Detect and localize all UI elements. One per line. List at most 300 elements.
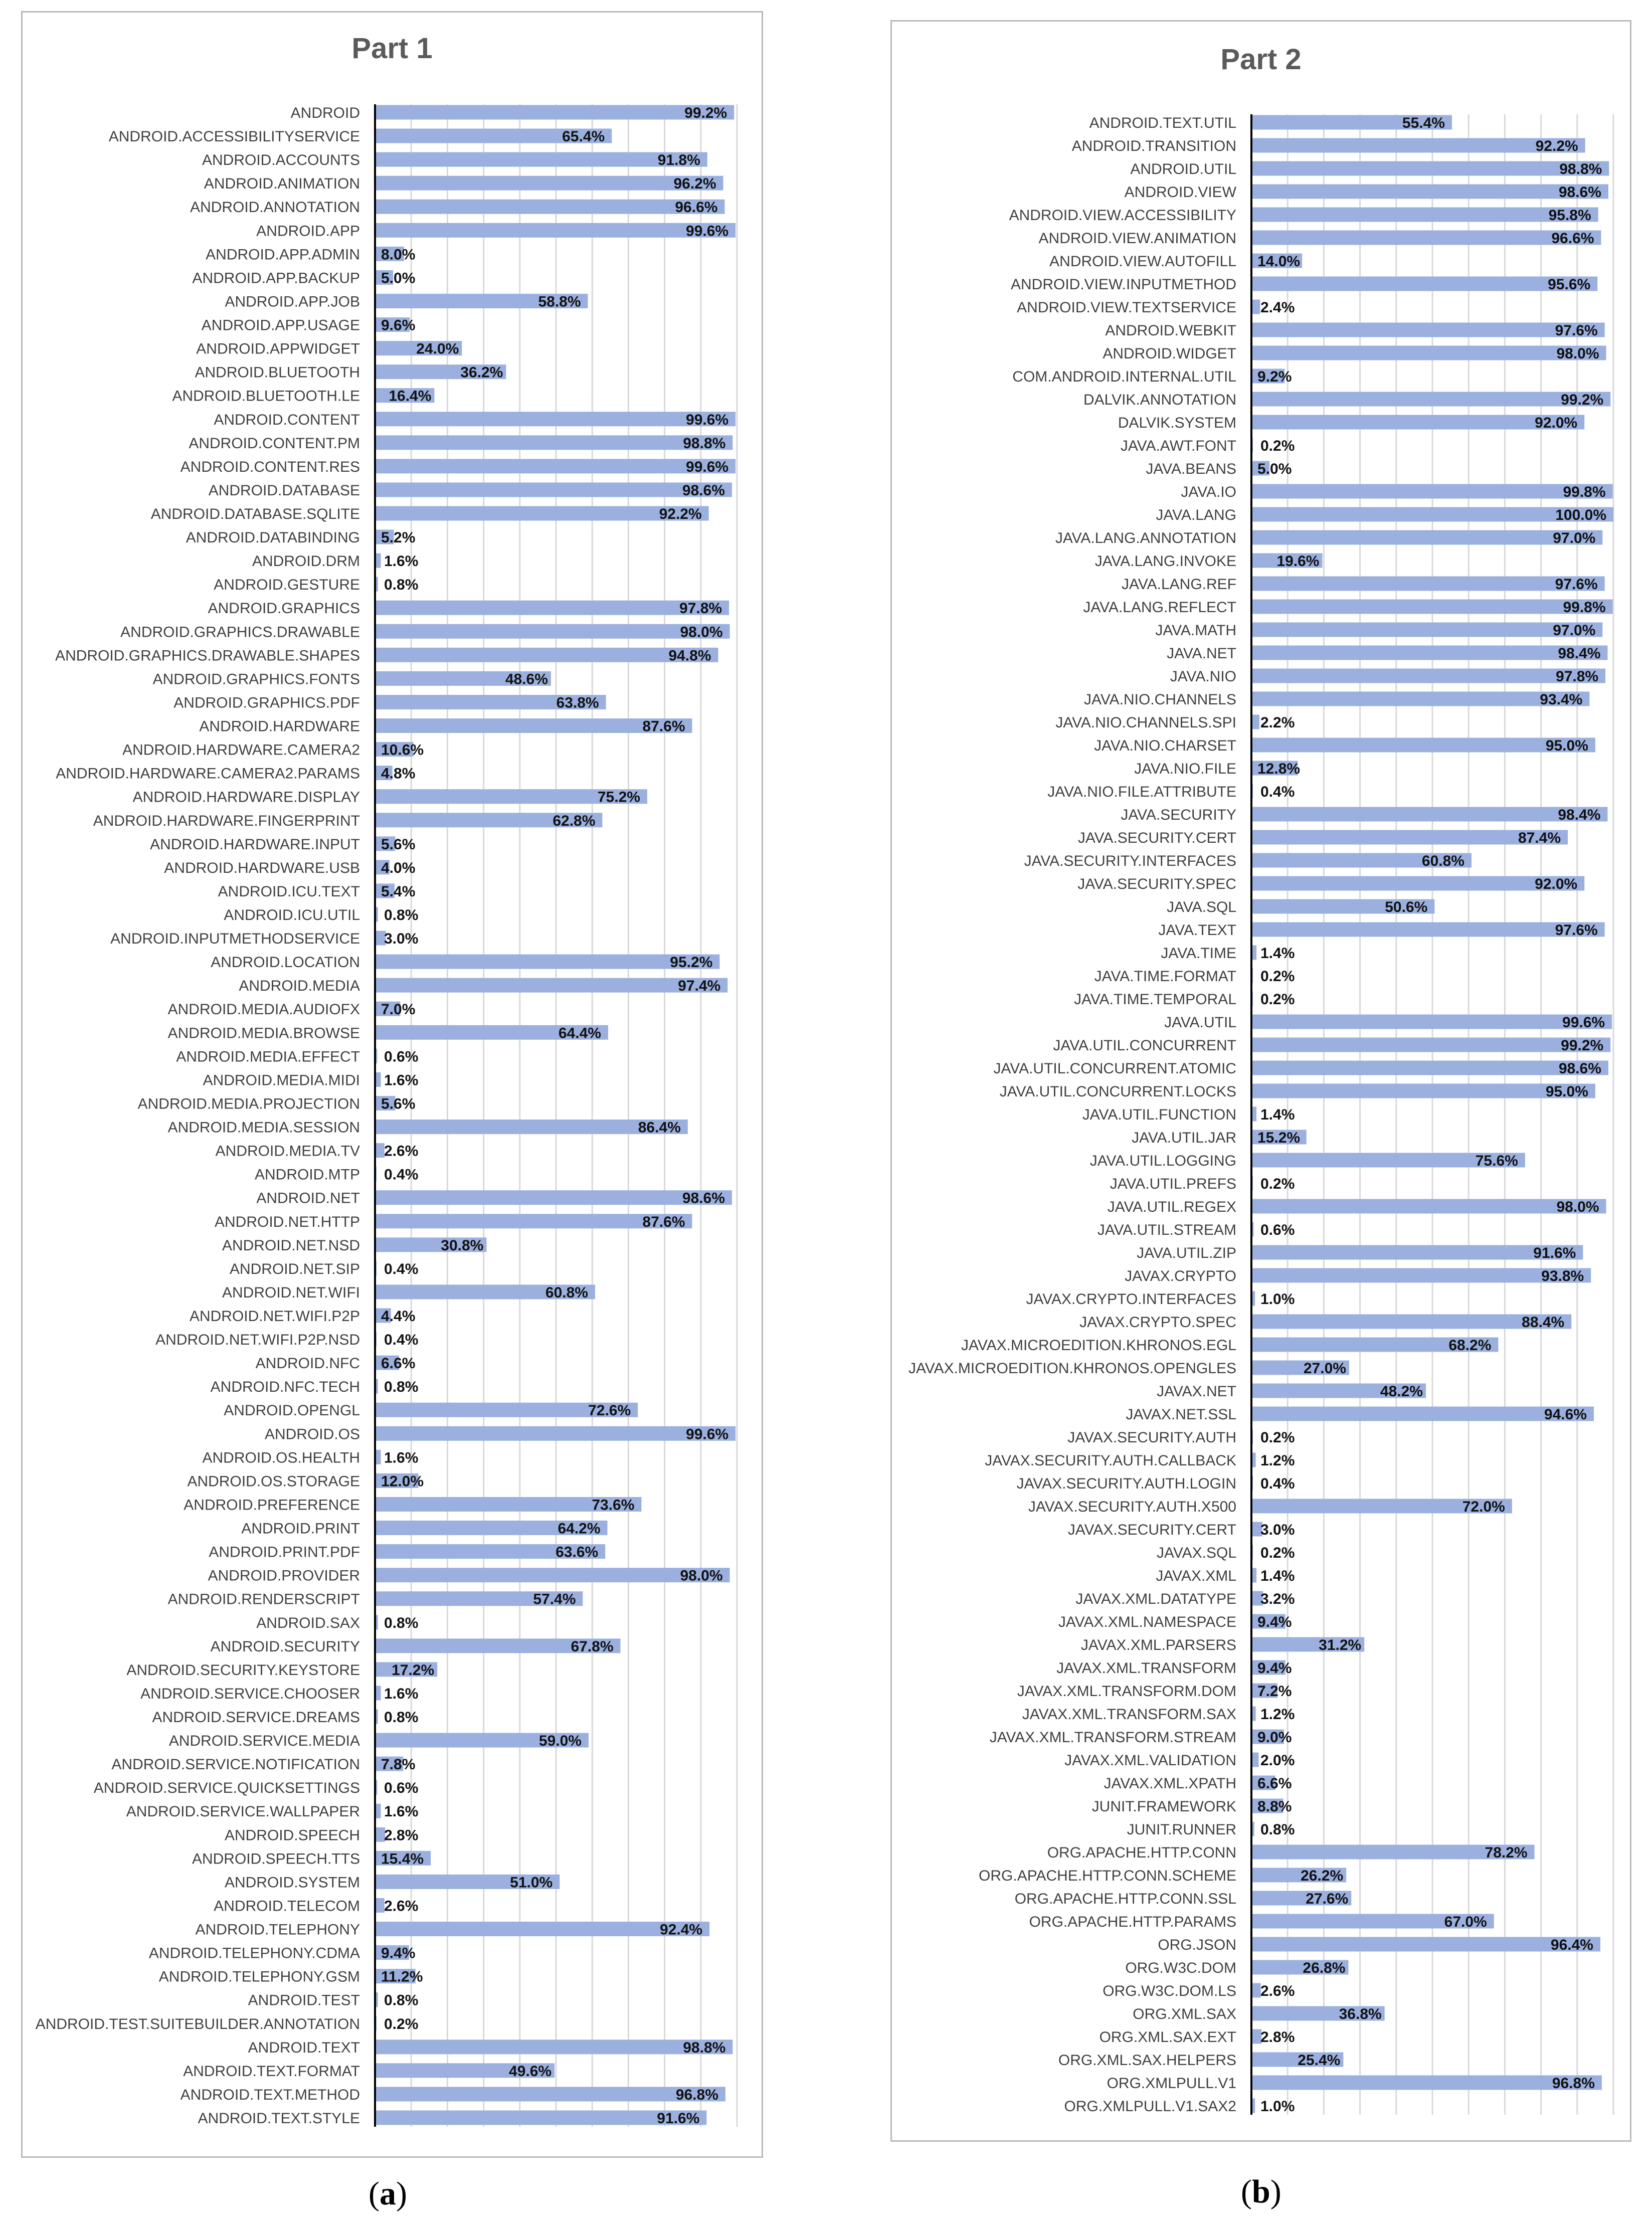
data-label: 4.8% (381, 765, 416, 782)
data-label: 55.4% (1402, 115, 1445, 131)
category-label: JAVAX.SQL (1157, 1545, 1236, 1561)
category-label: JAVAX.XML.TRANSFORM (1056, 1660, 1236, 1677)
data-label: 2.2% (1260, 714, 1295, 731)
data-label: 91.6% (1533, 1245, 1576, 1261)
data-label: 27.6% (1306, 1891, 1349, 1907)
data-label: 78.2% (1485, 1844, 1528, 1861)
data-label: 51.0% (510, 1874, 553, 1891)
data-label: 62.8% (553, 812, 596, 829)
category-label: ANDROID.CONTENT (214, 411, 360, 428)
bar (1251, 738, 1595, 753)
bar (1251, 623, 1602, 637)
data-label: 10.6% (381, 741, 424, 759)
category-label: JAVA.SECURITY.CERT (1077, 830, 1236, 846)
category-label: ORG.APACHE.HTTP.CONN (1047, 1844, 1236, 1861)
data-label: 8.8% (1257, 1798, 1292, 1815)
data-label: 98.6% (682, 1190, 725, 1207)
category-label: ANDROID.SPEECH.TTS (192, 1850, 360, 1868)
category-label: JAVAX.SECURITY.AUTH.LOGIN (1016, 1475, 1236, 1492)
category-label: ANDROID.MEDIA (239, 978, 360, 995)
category-label: ANDROID.NET.WIFI.P2P (189, 1308, 360, 1325)
data-label: 50.6% (1385, 899, 1428, 915)
category-label: ANDROID.HARDWARE.USB (164, 859, 360, 876)
data-label: 100.0% (1555, 507, 1606, 523)
data-label: 87.6% (642, 1213, 685, 1230)
category-label: JAVA.LANG (1156, 507, 1236, 523)
chart-title-part1: Part 1 (351, 32, 433, 65)
data-label: 12.0% (381, 1473, 424, 1490)
data-label: 14.0% (1257, 253, 1301, 270)
data-label: 16.4% (389, 388, 432, 405)
bar (1251, 300, 1260, 314)
data-label: 97.0% (1553, 530, 1596, 546)
data-label: 99.6% (686, 1426, 729, 1443)
category-label: JAVA.SECURITY.INTERFACES (1024, 853, 1236, 869)
category-label: ANDROID.NET (256, 1190, 360, 1207)
data-label: 1.6% (384, 1685, 419, 1702)
category-label: ANDROID.TELECOM (214, 1898, 360, 1915)
category-label: ANDROID.ANNOTATION (190, 199, 360, 216)
category-label: ANDROID.NET.SIP (229, 1260, 360, 1277)
category-label: ANDROID.BLUETOOTH (195, 364, 360, 381)
data-label: 99.6% (1562, 1014, 1605, 1031)
data-label: 26.2% (1301, 1868, 1344, 1884)
category-label: ANDROID.HARDWARE.CAMERA2.PARAMS (56, 765, 360, 782)
data-label: 0.8% (384, 1992, 419, 2009)
category-label: ANDROID.HARDWARE (199, 718, 360, 735)
data-label: 92.0% (1535, 415, 1578, 431)
category-label: ANDROID.SYSTEM (224, 1874, 360, 1891)
category-label: ANDROID.CONTENT.PM (189, 435, 360, 452)
data-label: 86.4% (638, 1119, 681, 1136)
category-label: ANDROID.ANIMATION (204, 175, 360, 193)
data-label: 99.6% (686, 411, 729, 428)
category-label: JAVA.LANG.REFLECT (1083, 599, 1236, 616)
data-label: 15.2% (1257, 1130, 1301, 1146)
data-label: 91.8% (657, 152, 700, 169)
category-label: ANDROID.BLUETOOTH.LE (172, 388, 360, 405)
category-label: JAVA.MATH (1155, 622, 1236, 639)
data-label: 60.8% (1421, 853, 1464, 869)
data-label: 67.0% (1444, 1914, 1487, 1930)
data-label: 0.2% (1260, 438, 1295, 454)
data-label: 96.8% (675, 2086, 718, 2103)
category-label: ANDROID.VIEW.ANIMATION (1038, 230, 1236, 247)
data-label: 96.6% (1551, 230, 1594, 247)
bar (1251, 323, 1605, 337)
category-label: ANDROID.APP.JOB (225, 293, 360, 310)
category-label: ANDROID.SERVICE.WALLPAPER (126, 1803, 360, 1820)
data-label: 60.8% (545, 1284, 588, 1301)
data-label: 73.6% (592, 1497, 635, 1514)
category-label: JAVAX.NET.SSL (1126, 1406, 1236, 1423)
data-label: 72.0% (1462, 1499, 1505, 1515)
data-label: 99.2% (1561, 392, 1604, 408)
category-label: JUNIT.FRAMEWORK (1091, 1798, 1236, 1815)
category-label: JAVAX.SECURITY.CERT (1067, 1522, 1236, 1538)
caption-a-open: ( (369, 2175, 380, 2212)
category-label: ANDROID.APPWIDGET (196, 340, 360, 357)
data-label: 75.6% (1475, 1153, 1518, 1169)
data-label: 92.0% (1535, 876, 1578, 892)
bar (1251, 922, 1605, 937)
category-label: JAVAX.MICROEDITION.KHRONOS.EGL (961, 1337, 1236, 1354)
data-label: 92.4% (660, 1921, 703, 1938)
category-label: JAVA.NIO.CHANNELS (1084, 691, 1236, 708)
data-label: 72.6% (588, 1402, 631, 1419)
category-label: JAVA.UTIL.FUNCTION (1082, 1106, 1236, 1123)
category-label: ORG.JSON (1158, 1937, 1236, 1953)
category-label: ANDROID.NFC.TECH (210, 1379, 360, 1396)
data-label: 1.6% (384, 1803, 419, 1820)
category-label: JAVAX.SECURITY.AUTH.X500 (1028, 1499, 1236, 1515)
bar (1251, 807, 1607, 822)
data-label: 93.4% (1540, 691, 1583, 708)
category-label: ANDROID.HARDWARE.INPUT (150, 836, 360, 853)
data-label: 1.0% (1260, 1291, 1295, 1308)
category-label: ANDROID.TEXT.STYLE (198, 2110, 360, 2127)
category-label: ORG.APACHE.HTTP.PARAMS (1029, 1914, 1236, 1930)
category-label: JAVA.UTIL.ZIP (1137, 1245, 1236, 1261)
data-label: 2.6% (384, 1143, 419, 1160)
category-label: ORG.XMLPULL.V1.SAX2 (1064, 2098, 1236, 2115)
category-label: ANDROID.LOCATION (211, 954, 360, 971)
data-label: 9.4% (1257, 1614, 1292, 1630)
data-label: 98.8% (683, 435, 726, 452)
caption-a-close: ) (396, 2175, 407, 2212)
data-label: 17.2% (392, 1661, 435, 1679)
category-label: JAVA.NET (1167, 645, 1236, 662)
data-label: 48.6% (505, 671, 548, 688)
category-label: JAVAX.XML.XPATH (1104, 1775, 1236, 1792)
data-label: 2.8% (384, 1827, 419, 1844)
data-label: 9.6% (381, 317, 416, 334)
bar (1251, 184, 1608, 199)
data-label: 1.2% (1260, 1452, 1295, 1469)
category-label: ANDROID.GRAPHICS (208, 600, 360, 617)
data-label: 0.8% (384, 1709, 419, 1726)
data-label: 0.4% (384, 1166, 419, 1183)
bar (1251, 1753, 1258, 1767)
data-label: 0.4% (1260, 784, 1295, 800)
data-label: 96.2% (673, 175, 716, 193)
category-label: ANDROID.DRM (252, 553, 360, 570)
category-label: ANDROID.SERVICE.QUICKSETTINGS (93, 1780, 360, 1797)
caption-b-close: ) (1270, 2173, 1281, 2210)
data-label: 4.4% (381, 1308, 416, 1325)
category-label: ANDROID.MEDIA.PROJECTION (137, 1095, 360, 1112)
data-label: 97.6% (1555, 576, 1598, 593)
category-label: JAVAX.XML.DATATYPE (1075, 1591, 1236, 1607)
data-label: 87.6% (642, 718, 685, 735)
data-label: 98.4% (1558, 807, 1601, 823)
data-label: 6.6% (1257, 1775, 1292, 1792)
category-label: ORG.XMLPULL.V1 (1107, 2075, 1236, 2092)
data-label: 95.6% (1548, 276, 1591, 293)
bar (1251, 1937, 1600, 1952)
data-label: 48.2% (1380, 1383, 1423, 1400)
data-label: 65.4% (562, 128, 605, 145)
category-label: ANDROID.OS.HEALTH (202, 1449, 360, 1466)
data-label: 5.4% (381, 883, 416, 900)
category-label: ANDROID.WIDGET (1103, 345, 1236, 362)
bar (1251, 600, 1613, 614)
category-label: ANDROID.TEXT.METHOD (180, 2086, 360, 2103)
bar (1251, 530, 1602, 545)
bar (1251, 692, 1589, 706)
data-label: 0.4% (1260, 1475, 1295, 1492)
category-label: ANDROID.GRAPHICS.DRAWABLE.SHAPES (55, 647, 360, 664)
category-label: ANDROID.MEDIA.SESSION (167, 1119, 360, 1136)
data-label: 36.8% (1339, 2006, 1382, 2022)
category-label: ANDROID.VIEW (1124, 184, 1236, 201)
category-label: JAVAX.CRYPTO.SPEC (1079, 1314, 1236, 1331)
data-label: 15.4% (381, 1850, 424, 1868)
category-label: ANDROID.OS.STORAGE (187, 1473, 360, 1490)
category-label: ANDROID.VIEW.INPUTMETHOD (1010, 276, 1236, 293)
data-label: 67.8% (571, 1638, 614, 1655)
data-label: 3.2% (1260, 1591, 1295, 1607)
data-label: 0.6% (384, 1780, 419, 1797)
data-label: 94.6% (1544, 1406, 1587, 1423)
category-label: JAVA.UTIL.PREFS (1110, 1176, 1236, 1192)
bar (1251, 715, 1259, 729)
data-label: 1.2% (1260, 1706, 1295, 1723)
bar (1251, 577, 1605, 591)
data-label: 99.2% (684, 105, 727, 121)
category-label: JAVA.TEXT (1158, 922, 1236, 939)
category-label: JAVA.LANG.REF (1122, 576, 1236, 593)
data-label: 97.0% (1553, 622, 1596, 639)
category-label: ORG.APACHE.HTTP.CONN.SCHEME (979, 1868, 1236, 1884)
category-label: JAVA.TIME.TEMPORAL (1074, 991, 1236, 1008)
category-label: ANDROID.TRANSITION (1071, 138, 1236, 154)
caption-b-open: ( (1241, 2173, 1252, 2210)
data-label: 95.8% (1548, 207, 1591, 224)
category-label: ANDROID.MEDIA.AUDIOFX (167, 1001, 360, 1018)
category-label: ORG.XML.SAX (1133, 2006, 1236, 2022)
category-label: ANDROID.RENDERSCRIPT (167, 1591, 360, 1608)
category-label: JAVAX.XML.NAMESPACE (1058, 1614, 1236, 1630)
data-label: 63.6% (556, 1544, 599, 1561)
data-label: 2.0% (1260, 1752, 1295, 1769)
data-label: 0.2% (1260, 991, 1295, 1008)
category-label: JAVAX.XML.TRANSFORM.STREAM (989, 1729, 1236, 1746)
bar (1251, 484, 1613, 499)
data-label: 25.4% (1298, 2052, 1341, 2069)
category-label: ANDROID.MEDIA.EFFECT (176, 1048, 360, 1065)
category-label: JAVA.NIO (1170, 668, 1236, 685)
data-label: 99.6% (686, 458, 729, 475)
category-label: JAVAX.SECURITY.AUTH (1067, 1429, 1236, 1446)
category-label: ANDROID.APP.ADMIN (206, 246, 360, 263)
data-label: 9.2% (1257, 368, 1292, 385)
data-label: 6.6% (381, 1355, 416, 1372)
category-label: ANDROID.SERVICE.MEDIA (168, 1733, 360, 1750)
category-label: ANDROID.APP.BACKUP (192, 270, 360, 287)
category-label: JAVA.TIME (1161, 945, 1236, 962)
category-label: ANDROID.APP.USAGE (201, 317, 360, 334)
bar (1251, 277, 1597, 291)
category-label: ANDROID.SERVICE.DREAMS (152, 1709, 360, 1726)
category-label: ANDROID.NET.NSD (222, 1237, 360, 1254)
category-label: ANDROID.SECURITY.KEYSTORE (126, 1661, 360, 1679)
data-label: 0.6% (384, 1048, 419, 1065)
category-label: JAVA.NIO.CHARSET (1094, 737, 1236, 754)
data-label: 0.8% (384, 1614, 419, 1631)
category-label: JAVA.UTIL.CONCURRENT (1053, 1037, 1236, 1054)
data-label: 2.4% (1260, 299, 1295, 316)
data-label: 2.6% (1260, 1983, 1295, 1999)
category-label: JAVAX.NET (1157, 1383, 1236, 1400)
bar (1251, 208, 1598, 222)
category-label: ORG.XML.SAX.HELPERS (1058, 2052, 1236, 2069)
category-label: ANDROID.TEXT.FORMAT (183, 2063, 360, 2080)
category-label: JAVAX.CRYPTO.INTERFACES (1026, 1291, 1236, 1308)
caption-a (369, 2175, 407, 2213)
category-label: JAVA.TIME.FORMAT (1094, 968, 1236, 985)
category-label: JAVAX.MICROEDITION.KHRONOS.OPENGLES (908, 1360, 1236, 1377)
data-label: 99.2% (1561, 1037, 1604, 1054)
category-label: JAVA.SECURITY (1121, 807, 1236, 823)
category-label: ANDROID.NET.WIFI.P2P.NSD (155, 1332, 360, 1349)
data-label: 7.2% (1257, 1683, 1292, 1700)
data-label: 98.6% (1558, 184, 1601, 201)
category-label: ANDROID.MEDIA.MIDI (203, 1072, 360, 1089)
data-label: 2.8% (1260, 2029, 1295, 2046)
data-label: 5.6% (381, 1095, 416, 1112)
bar (1251, 161, 1609, 176)
data-label: 5.0% (381, 270, 416, 287)
data-label: 5.6% (381, 836, 416, 853)
data-label: 59.0% (538, 1733, 582, 1750)
data-label: 68.2% (1448, 1337, 1492, 1354)
category-label: JAVA.IO (1181, 484, 1236, 500)
caption-b-letter: b (1251, 2173, 1270, 2210)
data-label: 57.4% (533, 1591, 576, 1608)
category-label: JAVA.UTIL.REGEX (1107, 1199, 1236, 1215)
bar (1251, 1084, 1595, 1098)
data-label: 31.2% (1319, 1637, 1362, 1653)
data-label: 98.6% (682, 482, 725, 499)
data-label: 93.8% (1541, 1268, 1584, 1284)
category-label: JAVA.LANG.ANNOTATION (1055, 530, 1236, 546)
data-label: 0.8% (384, 577, 419, 594)
category-label: JAVAX.XML.TRANSFORM.DOM (1017, 1683, 1236, 1700)
data-label: 99.8% (1563, 484, 1606, 500)
data-label: 3.0% (384, 931, 419, 948)
category-label: ANDROID.NET.HTTP (214, 1213, 360, 1230)
data-label: 88.4% (1522, 1314, 1565, 1331)
category-label: ANDROID.SAX (256, 1614, 360, 1631)
category-label: JAVAX.XML.VALIDATION (1064, 1752, 1236, 1769)
category-label: ANDROID.TEXT.UTIL (1089, 115, 1236, 131)
category-label: ANDROID.WEBKIT (1105, 322, 1236, 339)
bar (1251, 1199, 1606, 1214)
category-label: JAVA.NIO.FILE (1134, 761, 1236, 777)
data-label: 64.4% (558, 1025, 601, 1042)
category-label: JAVAX.CRYPTO (1125, 1268, 1236, 1284)
data-label: 0.2% (1260, 1176, 1295, 1192)
category-label: ANDROID.NET.WIFI (222, 1284, 360, 1301)
category-label: JAVA.UTIL.LOGGING (1089, 1153, 1236, 1169)
category-label: ANDROID.HARDWARE.FINGERPRINT (93, 812, 360, 829)
category-label: ANDROID.VIEW.ACCESSIBILITY (1009, 207, 1236, 224)
data-label: 99.8% (1563, 599, 1606, 616)
bar (1251, 1015, 1612, 1029)
data-label: 49.6% (509, 2063, 552, 2080)
data-label: 19.6% (1276, 553, 1320, 570)
category-label: JAVA.SQL (1167, 899, 1236, 915)
category-label: ANDROID.TEXT (248, 2039, 360, 2056)
bar (1251, 1268, 1591, 1283)
category-label: ANDROID.PRINT.PDF (209, 1544, 360, 1561)
data-label: 92.2% (1535, 138, 1578, 154)
category-label: ANDROID.MEDIA.BROWSE (167, 1025, 360, 1042)
category-label: JAVA.BEANS (1146, 461, 1236, 477)
data-label: 3.0% (1260, 1522, 1295, 1538)
data-label: 1.4% (1260, 945, 1295, 962)
data-label: 95.0% (1545, 737, 1588, 754)
data-label: 75.2% (597, 789, 640, 806)
data-label: 4.0% (381, 859, 416, 876)
caption-b (1241, 2173, 1281, 2211)
category-label: JAVA.UTIL (1164, 1014, 1236, 1031)
category-label: ANDROID.HARDWARE.CAMERA2 (122, 741, 360, 759)
data-label: 63.8% (556, 694, 599, 711)
category-label: ANDROID.ACCESSIBILITYSERVICE (108, 128, 360, 145)
data-label: 98.4% (1558, 645, 1601, 662)
data-label: 11.2% (381, 1968, 423, 1985)
category-label: ANDROID.TEST.SUITEBUILDER.ANNOTATION (35, 2015, 360, 2032)
bar (1251, 392, 1610, 407)
category-label: ANDROID.VIEW.AUTOFILL (1049, 253, 1236, 270)
category-label: ORG.APACHE.HTTP.CONN.SSL (1014, 1891, 1236, 1907)
category-label: ORG.W3C.DOM (1125, 1960, 1236, 1976)
data-label: 96.6% (675, 199, 718, 216)
category-label: JAVAX.XML (1156, 1568, 1236, 1584)
category-label: ANDROID.SPEECH (224, 1827, 360, 1844)
data-label: 1.6% (384, 553, 419, 570)
data-label: 2.6% (384, 1898, 419, 1915)
data-label: 24.0% (416, 340, 459, 357)
category-label: ANDROID.NFC (255, 1355, 360, 1372)
category-label: ANDROID.GRAPHICS.PDF (173, 694, 360, 711)
category-label: ANDROID.SERVICE.NOTIFICATION (111, 1756, 360, 1773)
category-label: ANDROID.TELEPHONY.CDMA (148, 1945, 360, 1962)
category-label: JAVA.UTIL.STREAM (1097, 1222, 1236, 1238)
category-label: ANDROID.ICU.UTIL (224, 907, 360, 923)
data-label: 97.8% (1556, 668, 1599, 685)
category-label: ANDROID.OPENGL (224, 1402, 360, 1419)
data-label: 98.8% (1559, 161, 1602, 177)
data-label: 97.6% (1555, 322, 1598, 339)
data-label: 98.0% (1556, 345, 1599, 362)
data-label: 0.2% (1260, 968, 1295, 985)
category-label: ANDROID.INPUTMETHODSERVICE (110, 931, 360, 948)
category-label: ANDROID.TEST (248, 1992, 360, 2009)
category-label: DALVIK.SYSTEM (1118, 415, 1236, 431)
category-label: ANDROID.GRAPHICS.FONTS (152, 671, 360, 688)
bar (1251, 2076, 1602, 2090)
data-label: 0.4% (384, 1332, 419, 1349)
bar (1251, 1038, 1610, 1052)
category-label: ANDROID.GESTURE (214, 577, 360, 594)
data-label: 7.0% (381, 1001, 416, 1018)
data-label: 27.0% (1303, 1360, 1346, 1377)
category-label: JAVA.NIO.FILE.ATTRIBUTE (1047, 784, 1236, 800)
category-label: COM.ANDROID.INTERNAL.UTIL (1012, 368, 1236, 385)
